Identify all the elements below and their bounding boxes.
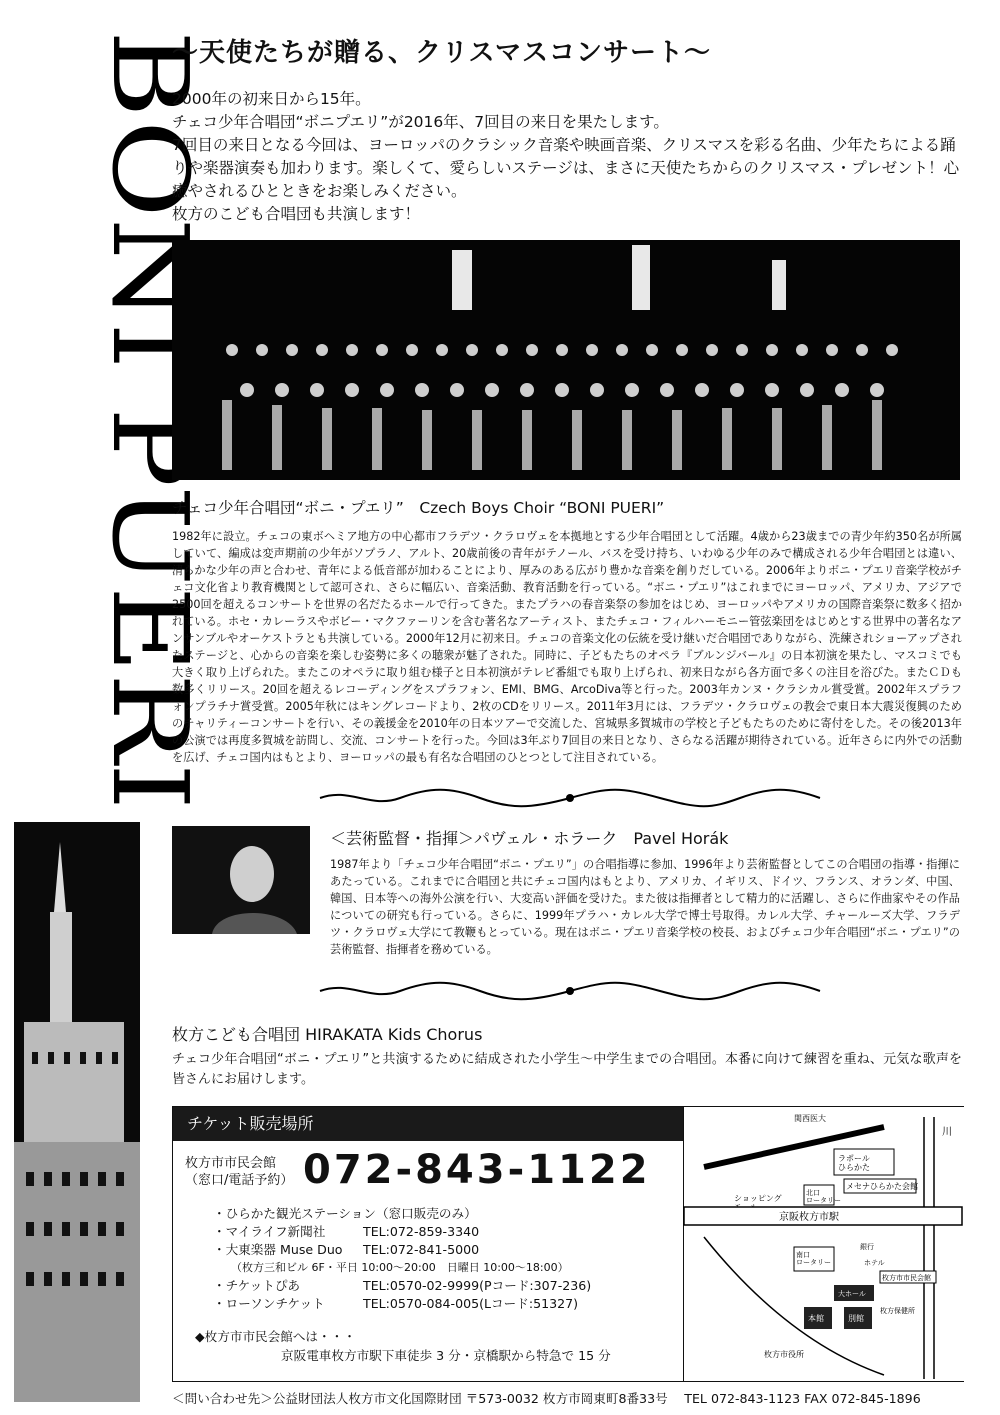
access-title: ◆枚方市市民会館へは・・・ [195, 1329, 356, 1344]
shop-name: ・ひらかた観光ステーション（窓口販売のみ） [213, 1206, 477, 1221]
access-map-svg [684, 1107, 962, 1379]
shop-row [213, 1295, 591, 1313]
hall-note: （窓口/電話予約） [185, 1173, 294, 1188]
shop-row [213, 1241, 591, 1259]
map-shopping-label: ショッピング [734, 1194, 782, 1203]
choir-heading: チェコ少年合唱団“ボニ・プエリ” Czech Boys Choir “BONI PUERI” [172, 499, 665, 517]
intro-line: 2000年の初来日から15年。 [172, 90, 371, 108]
kids-heading: 枚方こども合唱団 HIRAKATA Kids Chorus [172, 1025, 483, 1044]
shop-list [213, 1205, 591, 1313]
shop-tel: TEL:0570-084-005(Lコード:51327) [363, 1296, 579, 1311]
map-mesena-label: メセナひらかた会館 [846, 1182, 918, 1191]
vertical-title-svg [14, 10, 211, 820]
ticket-box [172, 1106, 964, 1382]
contact-footer: ＜問い合わせ先＞公益財団法人枚方市文化国際財団 〒573-0032 枚方市岡東町8番33号 TEL 072-843-1123 FAX 072-845-1896 [172, 1391, 921, 1406]
access-info [195, 1327, 611, 1365]
kids-body: チェコ少年合唱団“ボニ・プエリ”と共演するために結成された小学生〜中学生までの合唱団。本番に向けて練習を重ね、元気な歌声を皆さんにお届けします。 [172, 1052, 962, 1087]
access-body: 京阪電車枚方市駅下車徒歩 3 分・京橋駅から特急で 15 分 [281, 1348, 611, 1363]
vertical-title [14, 10, 211, 820]
intro-line: 7回目の来日となる今回は、ヨーロッパのクラシック音楽や映画音楽、クリスマスを彩る名曲、少年たちによる踊りや楽器演奏も加わります。楽しくて、愛らしいステージは、まさに天使たちからのクリスマス・プレゼント！心癒やされるひとときをお楽しみください。 [172, 136, 960, 200]
shop-row [213, 1223, 591, 1241]
choir-photo-art [172, 240, 960, 480]
concert-subtitle: 〜天使たちが贈る、クリスマスコンサート〜 [172, 38, 711, 68]
map-cityhall-label: 枚方市市民会館 [882, 1274, 931, 1282]
access-map [683, 1107, 964, 1381]
hall-info [185, 1155, 293, 1189]
shop-tel: TEL:072-859-3340 [363, 1224, 480, 1239]
intro-text [172, 88, 962, 226]
map-kansai-label: 関西医大 [794, 1114, 826, 1123]
map-lapole-label: ラポールひらかた [838, 1154, 870, 1172]
shop-tel: TEL:0570-02-9999(Pコード:307-236) [363, 1278, 592, 1293]
director-heading: ＜芸術監督・指揮＞パヴェル・ホラーク Pavel Horák [330, 829, 729, 848]
map-bank-label: 銀行 [860, 1243, 874, 1251]
map-shiyakusho-label: 枚方市役所 [764, 1350, 804, 1359]
map-honkan-label: 本館 [808, 1314, 824, 1323]
choir-body: 1982年に設立。チェコの東ボヘミア地方の中心都市フラデツ・クラロヴェを本拠地とする少年合唱団として活躍。4歳から23歳までの青少年約350名が所属していて、編成は変声期前の少年がソプラノ、アルト、20歳前後の青年がテノール、バスを受け持ち、いわゆる少年のみで構成される少年合唱団とは違い、清らかな少年の声と合わせ、青年による低音部が加わることにより、厚みのある広がり豊かな音楽を創りだしている。2006年よりボニ・プエリ音楽学校がチェコ文化省より教育機関として認可され、さらに幅広い、音楽活動、教育活動を行っている。“ボニ・プエリ”はこれまでにヨーロッパ、アメリカ、アジアで2500回を超えるコンサートを世界の名だたるホールで行ってきた。またプラハの春音楽祭の参加をはじめ、ヨーロッパやアメリカの国際音楽祭に数多く招かれている。ホセ・カレーラスやボビー・マクファーリンを含む著名なアーティスト、またチェコ・フィルハーモニー管弦楽団をはじめとする世界中の著名なアンサンブルやオーケストラとも共演している。2000年12月に初来日。チェコの音楽文化の伝統を受け継いだ合唱団でありながら、洗練されショーアップされたステージと、心からの音楽を楽しむ姿勢に多くの聴衆が魅了された。同時に、子どもたちのオペラ『ブルンジバール』の日本初演を果たし、マスコミでも大きく取り上げられた。またこのオペラに取り組む様子と日本初演がテレビ番組でも取り上げられ、初来日ながら各方面で多くの注目を浴びた。またＣＤも数多くリリース。20回を超えるレコーディングをスプラフォン、EMI、BMG、ArcoDiva等と行った。2003年カンヌ・クラシカル賞受賞。2002年スプラフォンプラチナ賞受賞。2005年秋にはキングレコードより、2枚のCDをリリース。2011年3月には、フラデツ・クラロヴェの教会で東日本大震災復興のためのチャリティーコンサートを行い、その義援金を2010年の日本ツアーで交流した、宮城県多賀城市の学校と子どもたちのために寄付をした。その後2013年の公演では再度多賀城を訪問し、交流、コンサートを行った。今回は3年ぶり7回目の来日となり、さらなる活躍が期待されている。近年さらに内外での活動を広げ、チェコ国内はもとより、ヨーロッパの最も有名な合唱団のひとつとして注目されている。 [172, 530, 962, 764]
intro-line: 枚方のこども合唱団も共演します！ [172, 205, 421, 223]
map-station-label: 京阪枚方市駅 [779, 1212, 839, 1223]
castle-night-image [14, 822, 140, 1402]
hall-phone: 072-843-1122 [303, 1147, 651, 1193]
vertical-title-text: BONI PUERI [89, 30, 211, 710]
shop-name: ・ローソンチケット [213, 1296, 325, 1311]
castle-silhouette [14, 822, 140, 1402]
map-hotel-label: ホテル [864, 1259, 885, 1267]
map-river-label: 川 [942, 1127, 952, 1138]
map-minamiguchi-label: 南口ロータリー [796, 1251, 831, 1267]
shop-tel: TEL:072-841-5000 [363, 1242, 480, 1257]
map-daihall-label: 大ホール [838, 1290, 866, 1298]
intro-line: チェコ少年合唱団“ボニプエリ”が2016年、7回目の来日を果たします。 [172, 113, 669, 131]
shop-name: ・チケットぴあ [213, 1278, 301, 1293]
ornament-divider-icon [310, 980, 830, 1002]
director-body: 1987年より「チェコ少年合唱団“ボニ・プエリ”」の合唱指導に参加、1996年より芸術監督としてこの合唱団の指導・指揮にあたっている。これまでに合唱団と共にチェコ国内はもとより、アメリカ、イギリス、ドイツ、フランス、オランダ、中国、韓国、日本等への海外公演を行い、大変高い評価を受けた。また彼は指揮者として精力的に活躍し、さらに作曲家やその作品についての研究も行っている。さらに、1999年プラハ・カレル大学で博士号取得。カレル大学、チャールーズ大学、フラデツ・クラロヴェ大学にて教鞭もとっている。現在はボニ・プエリ音楽学校の校長、およびチェコ少年合唱団“ボニ・プエリ”の芸術監督、指揮者を務めている。 [330, 858, 960, 956]
shop-name: ・マイライフ新聞社 [213, 1224, 326, 1239]
shop-name: ・大東楽器 Muse Duo [213, 1242, 343, 1257]
ticket-header: チケット販売場所 [173, 1107, 683, 1141]
director-portrait-art [172, 826, 310, 934]
director-portrait [172, 826, 310, 934]
map-bekkan-label: 別館 [848, 1314, 864, 1323]
ornament-divider-icon [310, 787, 830, 809]
choir-photo [172, 240, 960, 480]
map-health-label: 枚方保健所 [880, 1307, 915, 1315]
shop-row [213, 1277, 591, 1295]
shop-note: （枚方三和ビル 6F・平日 10:00〜20:00 日曜日 10:00〜18:00） [231, 1261, 569, 1274]
shop-row [213, 1205, 591, 1223]
hall-name: 枚方市市民会館 [185, 1156, 277, 1171]
map-kitaguchi-label: 北口ロータリー [806, 1189, 841, 1205]
